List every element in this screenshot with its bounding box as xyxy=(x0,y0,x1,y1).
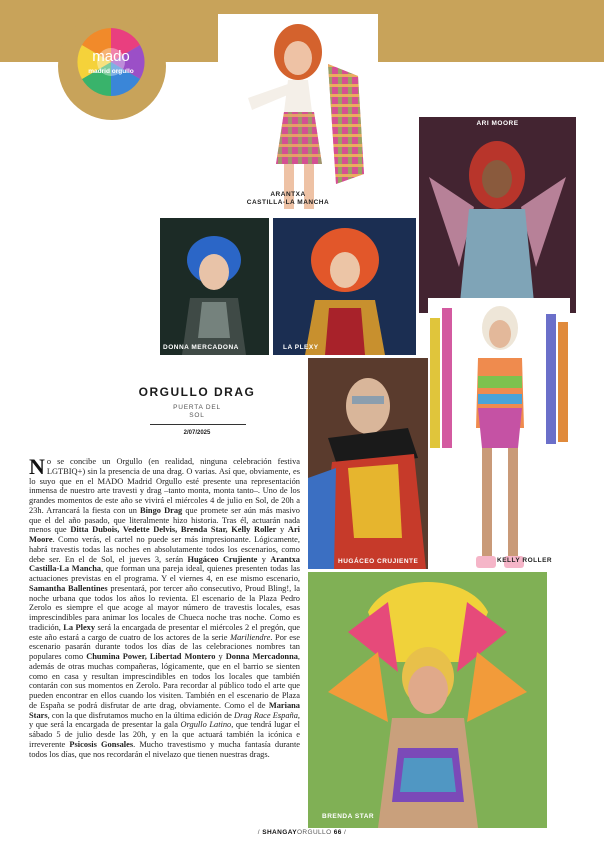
bold-donna: Donna Mercadonna xyxy=(225,652,298,661)
body-text: , con la que disfrutamos mucho en la última edición de xyxy=(47,710,235,720)
article-location-line1: PUERTA DEL xyxy=(173,404,221,411)
body-text: que promete ser aún más masivo que el del año pasado, que literalmente hizo historia. Tras él, actuarán nada menos que xyxy=(29,505,300,535)
bold-ari: Ari Moore xyxy=(29,525,300,544)
caption-arantxa-1: ARANTXA xyxy=(270,191,306,198)
body-text: presentará, por tercer año consecutivo, Proud Bling!, la noche urbana que todos los años lo revienta. El escenario de la Plaza Pedro Zerolo es siempre el que acoge al mayor número de travestis locales, esas imprescindibles para animar los locales de Chueca noche tras noche. Como es tradición, xyxy=(29,583,301,632)
body-text: , además de otras muchas compañeras, lógicamente, que en el barrio se sienten como en casa y resultan imprescindibles en todos los locales que también contarán con sus momentos en Zerolo. Para recordar al público todo el arte que pueden encontrar en ellos cuando los visiten. También en el escenario de Plaza de España se podrá disfrutar de arte drag, obviamente. Como el de xyxy=(29,652,301,710)
bold-chumina: Chumina Power, Libertad Montero xyxy=(86,652,216,661)
bold-samantha: Samantha Ballentines xyxy=(29,583,108,593)
caption-kelly-roller: KELLY ROLLER xyxy=(497,557,553,564)
bold-mariana: Mariana Stars xyxy=(29,700,300,720)
body-text: y xyxy=(257,554,271,564)
footer-brand-light: ORGULLO xyxy=(296,829,332,836)
caption-ari-moore: ARI MOORE xyxy=(476,120,519,127)
article-location xyxy=(112,404,282,420)
body-text: o se concibe un Orgullo (en realidad, ninguna celebración festiva LGTBIQ+) sin la presencia de una drag. O varias. Así que, obviamente, es lo suyo que en el MADO Madrid Orgullo esté presente una representación inmensa de nuestro arte travesti y drag –tanto monta, monta tanto–. Uno de los grandes momentos de este año se vivirá el miércoles 4 de julio en Sol, de 20h a 23h. Arrancará la fiesta con un xyxy=(29,457,300,515)
caption-arantxa-2: CASTILLA-LA MANCHA xyxy=(246,199,330,206)
photo-brenda-star xyxy=(308,572,547,828)
body-text: y xyxy=(215,652,226,661)
bold-psicosis: Psicosis Gonsales xyxy=(69,739,134,749)
logo-sub: madrid orgullo xyxy=(88,68,134,75)
bold-plexy: La Plexy xyxy=(63,622,96,632)
photo-hugaceo xyxy=(308,358,445,569)
photo-ari-moore xyxy=(419,117,576,313)
article-body xyxy=(29,454,301,759)
location-rule xyxy=(150,424,246,425)
body-text: . Por ese escenario pasarán durante todos los días de las celebraciones nombres tan populares como xyxy=(29,632,300,661)
body-text: . Como verás, el cartel no puede ser más impresionante. Lógicamente, habrá travestis todas las noches en absolutamente todos los escenarios, como debe ser. En el de Sol, el jueves 3, serán xyxy=(29,535,300,564)
italic-orgullo-latino: Orgullo Latino xyxy=(180,720,232,730)
bold-bingo: Bingo Drag xyxy=(140,505,183,515)
article-date: 2/07/2025 xyxy=(183,430,211,436)
italic-mariliendre: Mariliendre xyxy=(230,632,271,642)
bold-hugaceo: Hugáceo Crujiente xyxy=(187,554,258,564)
page-number: 66 xyxy=(333,829,342,836)
body-text: . Mucho travestismo y mucha fantasía durante todos los días, que nos recordarán el nivelazo que tienen nuestras drags. xyxy=(29,739,301,759)
body-text: y xyxy=(276,525,288,535)
caption-donna: DONNA MERCADONA xyxy=(163,344,239,351)
body-text: será la encargada de presentar el miércoles 2 el pregón, que este año estará a cargo de cuatro de los actores de la serie xyxy=(29,622,300,642)
page-footer: / SHANGAYORGULLO 66 / xyxy=(257,829,347,836)
body-text: , y que será la encargada de presentar la gala xyxy=(29,710,300,730)
article-location-line2: SOL xyxy=(189,412,205,419)
mado-logo xyxy=(76,16,146,111)
caption-la-plexy: LA PLEXY xyxy=(283,344,319,351)
caption-brenda-star: BRENDA STAR xyxy=(322,813,375,820)
bold-arantxa: Arantxa Castilla-La Mancha xyxy=(29,554,300,574)
caption-hugaceo: HUGÁCEO CRUJIENTE xyxy=(338,558,419,565)
bold-lineup: Ditta Dubois, Vedette Delvis, Brenda Star, Kelly Roller xyxy=(70,525,277,535)
body-text: , que tendrá lugar el sábado 5 de julio desde las 20h, y en la que actuará también la icónica e irreverente xyxy=(29,720,300,749)
photo-kelly-roller xyxy=(428,298,570,580)
logo-word: mado xyxy=(92,48,130,65)
italic-drag-race: Drag Race España xyxy=(234,710,298,720)
photo-arantxa xyxy=(218,14,378,214)
photo-donna-mercadona xyxy=(160,218,269,355)
photo-la-plexy xyxy=(273,218,416,355)
drop-cap: N xyxy=(29,454,45,479)
article-title: ORGULLO DRAG xyxy=(138,385,256,399)
footer-brand-bold: SHANGAY xyxy=(262,829,297,836)
article-paragraph xyxy=(29,454,301,759)
body-text: , que forman una pareja ideal, quienes presenten todas las actuaciones previstas en el programa. Y el viernes 4, en ese mismo escenario, xyxy=(29,564,300,583)
